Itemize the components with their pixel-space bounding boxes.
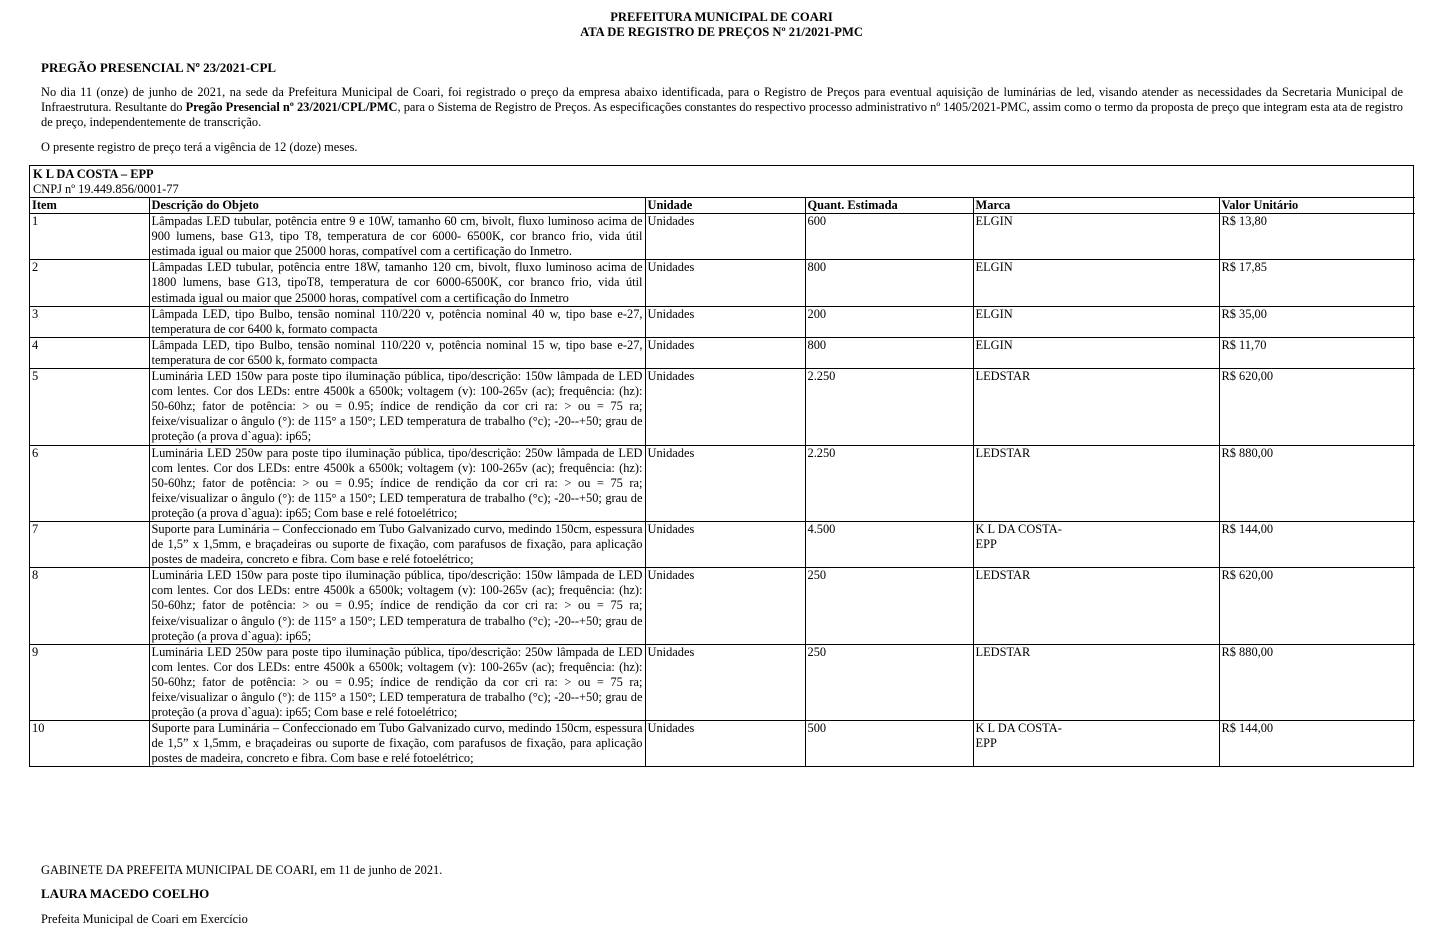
intro-part-2: , para o Sistema de Registro de Preços. As especificações constantes do respectivo processo administrativo nº 1405/2021-PMC, assim como o termo da proposta de preço que integram esta ata de registro de preço, independentemente de transcrição. bbox=[41, 100, 1403, 130]
table-row bbox=[30, 721, 1415, 767]
cell-descricao: Suporte para Luminária – Confeccionado em Tubo Galvanizado curvo, medindo 150cm, espessura de 1,5” x 1,5mm, e braçadeiras ou suporte de fixação, com parafusos de fixação, para aplicação postes de madeira, concreto e fibra. Com base e relé fotoelétrico; bbox=[149, 721, 645, 767]
intro-part-1: No dia 11 (onze) de junho de 2021, na sede da Prefeitura Municipal de Coari, foi registrado o preço da empresa abaixo identificada, para o Registro de Preços para eventual aquisição de luminárias de led, visando atender as necessidades da Secretaria Municipal de Infraestrutura. Resultante do bbox=[41, 85, 1403, 115]
cell-descricao: Luminária LED 250w para poste tipo iluminação pública, tipo/descrição: 250w lâmpada de LED com lentes. Cor dos LEDs: entre 4500k a 6500k; voltagem (v): 100-265v (ac); frequência: (hz): 50-60hz; fator de potência: > ou = 0.95; índice de rendição da cor cri ra: > ou = 75 ra; feixe/visualizar o ângulo (°): de 115° a 150°; LED temperatura de trabalho (°c); -20--+50; grau de proteção (a prova d`agua): ip65; Com base e relé fotoelétrico; bbox=[149, 644, 645, 720]
signer-role: Prefeita Municipal de Coari em Exercício bbox=[41, 912, 248, 926]
cell-valor: R$ 144,00 bbox=[1219, 521, 1415, 567]
cell-descricao: Suporte para Luminária – Confeccionado em Tubo Galvanizado curvo, medindo 150cm, espessura de 1,5” x 1,5mm, e braçadeiras ou suporte de fixação, com parafusos de fixação, para aplicação postes de madeira, concreto e fibra. Com base e relé fotoelétrico; bbox=[149, 521, 645, 567]
cell-quant: 4.500 bbox=[805, 521, 973, 567]
cell-quant: 600 bbox=[805, 214, 973, 260]
cell-item: 1 bbox=[30, 214, 149, 260]
table-row bbox=[30, 568, 1415, 644]
table-row bbox=[30, 214, 1415, 260]
cell-valor: R$ 144,00 bbox=[1219, 721, 1415, 767]
vigencia-paragraph: O presente registro de preço terá a vigência de 12 (doze) meses. bbox=[41, 140, 358, 154]
table-header-row bbox=[30, 198, 1415, 214]
section-title: PREGÃO PRESENCIAL Nº 23/2021-CPL bbox=[41, 60, 277, 75]
cell-unidade: Unidades bbox=[645, 445, 805, 521]
cell-item: 3 bbox=[30, 306, 149, 337]
company-name: K L DA COSTA – EPP bbox=[33, 167, 154, 181]
marca-text: ELGIN bbox=[975, 260, 1013, 275]
cell-item: 8 bbox=[30, 568, 149, 644]
cell-unidade: Unidades bbox=[645, 568, 805, 644]
price-table bbox=[30, 197, 1415, 766]
table-row bbox=[30, 644, 1415, 720]
cell-marca bbox=[973, 644, 1219, 720]
table-row bbox=[30, 306, 1415, 337]
cell-marca bbox=[973, 369, 1219, 445]
cell-marca bbox=[973, 214, 1219, 260]
cell-marca bbox=[973, 337, 1219, 368]
cell-descricao: Luminária LED 250w para poste tipo iluminação pública, tipo/descrição: 250w lâmpada de LED com lentes. Cor dos LEDs: entre 4500k a 6500k; voltagem (v): 100-265v (ac); frequência: (hz): 50-60hz; fator de potência: > ou = 0.95; índice de rendição da cor cri ra: > ou = 75 ra; feixe/visualizar o ângulo (°): de 115° a 150°; LED temperatura de trabalho (°c); -20--+50; grau de proteção (a prova d`agua): ip65; Com base e relé fotoelétrico; bbox=[149, 445, 645, 521]
cell-marca bbox=[973, 306, 1219, 337]
cell-unidade: Unidades bbox=[645, 337, 805, 368]
intro-bold: Pregão Presencial nº 23/2021/CPL/PMC bbox=[185, 100, 398, 115]
table-row bbox=[30, 521, 1415, 567]
cell-descricao: Lâmpada LED, tipo Bulbo, tensão nominal 110/220 v, potência nominal 40 w, tipo base e-27, temperatura de cor 6400 k, formato compacta bbox=[149, 306, 645, 337]
header-quant: Quant. Estimada bbox=[805, 198, 973, 214]
cell-descricao: Luminária LED 150w para poste tipo iluminação pública, tipo/descrição: 150w lâmpada de LED com lentes. Cor dos LEDs: entre 4500k a 6500k; voltagem (v): 100-265v (ac); frequência: (hz): 50-60hz; fator de potência: > ou = 0.95; índice de rendição da cor cri ra: > ou = 75 ra; feixe/visualizar o ângulo (°): de 115° a 150°; LED temperatura de trabalho (°c); -20--+50; grau de proteção (a prova d`agua): ip65; bbox=[149, 369, 645, 445]
marca-text: ELGIN bbox=[975, 214, 1013, 229]
cell-quant: 500 bbox=[805, 721, 973, 767]
header-line-2: ATA DE REGISTRO DE PREÇOS Nº 21/2021-PMC bbox=[580, 25, 863, 39]
marca-text: LEDSTAR bbox=[975, 644, 1031, 659]
cell-valor: R$ 35,00 bbox=[1219, 306, 1415, 337]
cell-marca bbox=[973, 721, 1219, 767]
cell-valor: R$ 880,00 bbox=[1219, 445, 1415, 521]
cell-quant: 800 bbox=[805, 260, 973, 306]
cell-quant: 2.250 bbox=[805, 445, 973, 521]
cell-valor: R$ 17,85 bbox=[1219, 260, 1415, 306]
price-table-box bbox=[29, 165, 1414, 767]
marca-text: K L DA COSTA-EPP bbox=[975, 721, 1062, 751]
document-header bbox=[0, 10, 1443, 40]
cell-item: 9 bbox=[30, 644, 149, 720]
cell-descricao: Luminária LED 150w para poste tipo iluminação pública, tipo/descrição: 150w lâmpada de LED com lentes. Cor dos LEDs: entre 4500k a 6500k; voltagem (v): 100-265v (ac); frequência: (hz): 50-60hz; fator de potência: > ou = 0.95; índice de rendição da cor cri ra: > ou = 75 ra; feixe/visualizar o ângulo (°): de 115° a 150°; LED temperatura de trabalho (°c); -20--+50; grau de proteção (a prova d`agua): ip65; bbox=[149, 568, 645, 644]
cell-item: 2 bbox=[30, 260, 149, 306]
cell-unidade: Unidades bbox=[645, 721, 805, 767]
cell-unidade: Unidades bbox=[645, 306, 805, 337]
cell-unidade: Unidades bbox=[645, 369, 805, 445]
cell-item: 5 bbox=[30, 369, 149, 445]
marca-text: ELGIN bbox=[975, 306, 1013, 321]
cell-item: 4 bbox=[30, 337, 149, 368]
cell-item: 6 bbox=[30, 445, 149, 521]
cell-valor: R$ 620,00 bbox=[1219, 369, 1415, 445]
intro-paragraph bbox=[41, 85, 1403, 131]
company-info bbox=[30, 166, 1413, 197]
signer-name: LAURA MACEDO COELHO bbox=[41, 886, 210, 901]
marca-text: K L DA COSTA-EPP bbox=[975, 521, 1062, 552]
marca-text: LEDSTAR bbox=[975, 445, 1031, 460]
cell-quant: 250 bbox=[805, 568, 973, 644]
marca-text: ELGIN bbox=[975, 337, 1013, 352]
cell-valor: R$ 11,70 bbox=[1219, 337, 1415, 368]
cell-marca bbox=[973, 568, 1219, 644]
cell-item: 7 bbox=[30, 521, 149, 567]
header-item: Item bbox=[30, 198, 149, 214]
cell-marca bbox=[973, 260, 1219, 306]
cell-valor: R$ 13,80 bbox=[1219, 214, 1415, 260]
table-row bbox=[30, 260, 1415, 306]
gabinete-line: GABINETE DA PREFEITA MUNICIPAL DE COARI, em 11 de junho de 2021. bbox=[41, 863, 443, 877]
header-marca: Marca bbox=[973, 198, 1219, 214]
header-unidade: Unidade bbox=[645, 198, 805, 214]
cell-unidade: Unidades bbox=[645, 214, 805, 260]
cell-valor: R$ 880,00 bbox=[1219, 644, 1415, 720]
header-valor: Valor Unitário bbox=[1219, 198, 1415, 214]
header-line-1: PREFEITURA MUNICIPAL DE COARI bbox=[610, 10, 833, 24]
marca-text: LEDSTAR bbox=[975, 369, 1031, 384]
cell-marca bbox=[973, 521, 1219, 567]
cell-quant: 200 bbox=[805, 306, 973, 337]
cell-quant: 800 bbox=[805, 337, 973, 368]
header-descricao: Descrição do Objeto bbox=[149, 198, 645, 214]
company-cnpj: CNPJ nº 19.449.856/0001-77 bbox=[33, 182, 179, 196]
cell-descricao: Lâmpadas LED tubular, potência entre 9 e 10W, tamanho 60 cm, bivolt, fluxo luminoso acima de 900 lumens, base G13, tipo T8, temperatura de cor 6000- 6500K, cor branco frio, vida útil estimada igual ou maior que 25000 horas, compatível com a certificação do Inmetro. bbox=[149, 214, 645, 260]
cell-quant: 250 bbox=[805, 644, 973, 720]
table-row bbox=[30, 337, 1415, 368]
cell-unidade: Unidades bbox=[645, 521, 805, 567]
cell-valor: R$ 620,00 bbox=[1219, 568, 1415, 644]
cell-unidade: Unidades bbox=[645, 260, 805, 306]
table-row bbox=[30, 369, 1415, 445]
table-row bbox=[30, 445, 1415, 521]
cell-descricao: Lâmpadas LED tubular, potência entre 18W, tamanho 120 cm, bivolt, fluxo luminoso acima de 1800 lumens, base G13, tipoT8, temperatura de cor 6000-6500K, cor branco frio, vida útil estimada igual ou maior que 25000 horas, compatível com a certificação do Inmetro bbox=[149, 260, 645, 306]
cell-unidade: Unidades bbox=[645, 644, 805, 720]
cell-quant: 2.250 bbox=[805, 369, 973, 445]
marca-text: LEDSTAR bbox=[975, 568, 1031, 583]
cell-item: 10 bbox=[30, 721, 149, 767]
cell-marca bbox=[973, 445, 1219, 521]
cell-descricao: Lâmpada LED, tipo Bulbo, tensão nominal 110/220 v, potência nominal 15 w, tipo base e-27, temperatura de cor 6500 k, formato compacta bbox=[149, 337, 645, 368]
